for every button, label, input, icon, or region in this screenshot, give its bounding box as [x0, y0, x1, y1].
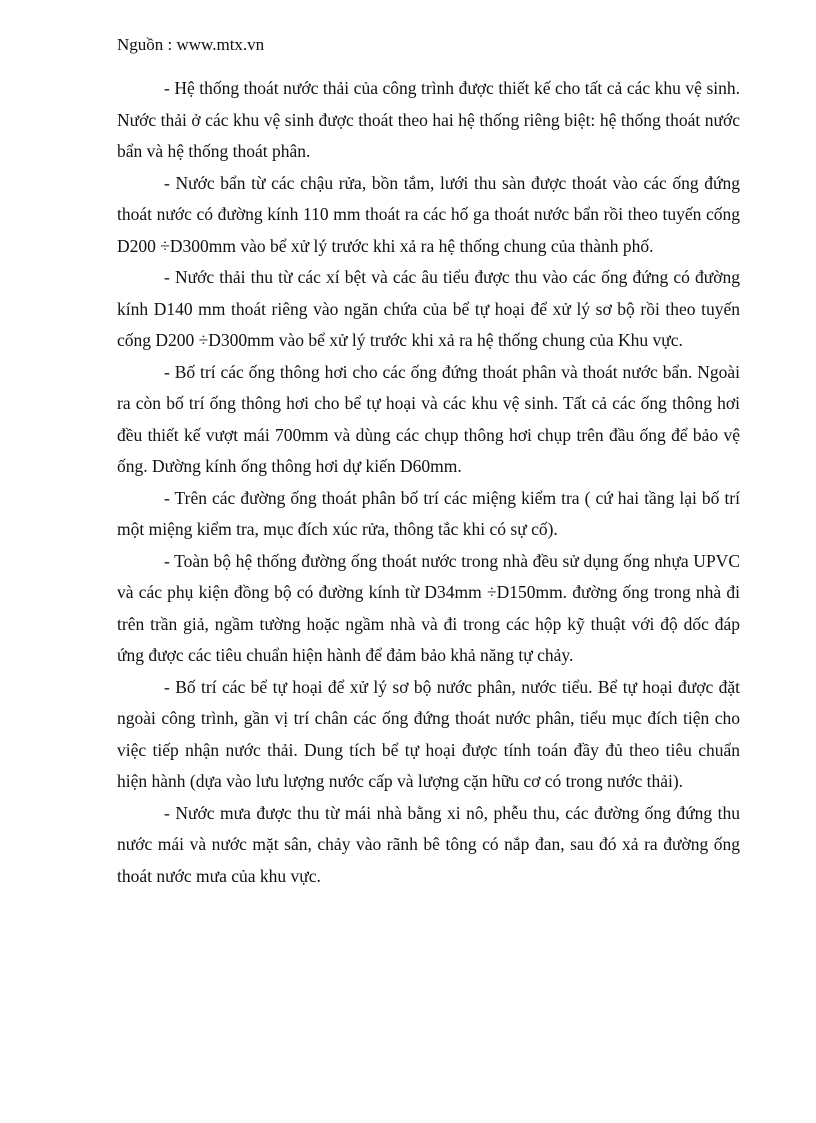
paragraph-vent-pipes: - Bố trí các ống thông hơi cho các ống đứng thoát phân và thoát nước bẩn. Ngoài ra còn bố trí ống thông hơi cho bể tự hoại và các khu vệ sinh. Tất cả các ống thông hơi đều thiết kế vượt mái 700mm và dùng các chụp thông hơi chụp trên đầu ống để bảo vệ ống. Dường kính ống thông hơi dự kiến D60mm.: [117, 361, 740, 476]
paragraph-inspection-openings: - Trên các đường ống thoát phân bố trí các miệng kiểm tra ( cứ hai tầng lại bố trí một miệng kiểm tra, mục đích xúc rửa, thông tắc khi có sự cố).: [117, 487, 740, 539]
source-line: Nguồn : www.mtx.vn: [117, 35, 265, 54]
paragraph-wastewater-system: - Hệ thống thoát nước thải của công trình được thiết kế cho tất cả các khu vệ sinh. Nước thải ở các khu vệ sinh được thoát theo hai hệ thống riêng biệt: hệ thống thoát nước bẩn và hệ thống thoát phân.: [117, 78, 740, 161]
paragraph-black-water: - Nước thải thu từ các xí bệt và các âu tiểu được thu vào các ống đứng có đường kính D140 mm thoát riêng vào ngăn chứa của bể tự hoại để xử lý sơ bộ rồi theo tuyến cống D200 ÷D300mm vào bể xử lý trước khi xả ra hệ thống chung của Khu vực.: [117, 267, 740, 350]
paragraph-septic-tanks: - Bố trí các bể tự hoại để xử lý sơ bộ nước phân, nước tiểu. Bể tự hoại được đặt ngoài công trình, gần vị trí chân các ống đứng thoát nước phân, tiểu mục đích tiện cho việc tiếp nhận nước thải. Dung tích bể tự hoại được tính toán đầy đủ theo tiêu chuẩn hiện hành (dựa vào lưu lượng nước cấp và lượng cặn hữu cơ có trong nước thải).: [117, 676, 740, 791]
document-body: [117, 73, 740, 892]
paragraph-grey-water: - Nước bẩn từ các chậu rửa, bồn tắm, lưới thu sàn được thoát vào các ống đứng thoát nước có đường kính 110 mm thoát ra các hố ga thoát nước bẩn rồi theo tuyến cống D200 ÷D300mm vào bể xử lý trước khi xả ra hệ thống chung của thành phố.: [117, 172, 740, 256]
paragraph-rainwater: - Nước mưa được thu từ mái nhà bằng xi nô, phễu thu, các đường ống đứng thu nước mái và nước mặt sân, chảy vào rãnh bê tông có nắp đan, sau đó xả ra đường ống thoát nước mưa của khu vực.: [117, 802, 740, 886]
paragraph-pipe-materials: - Toàn bộ hệ thống đường ống thoát nước trong nhà đều sử dụng ống nhựa UPVC và các phụ kiện đồng bộ có đường kính từ D34mm ÷D150mm. đường ống trong nhà đi trên trần giả, ngầm tường hoặc ngầm nhà và đi trong các hộp kỹ thuật với độ dốc đáp ứng được các tiêu chuẩn hiện hành để đảm bảo khả năng tự chảy.: [117, 550, 740, 665]
